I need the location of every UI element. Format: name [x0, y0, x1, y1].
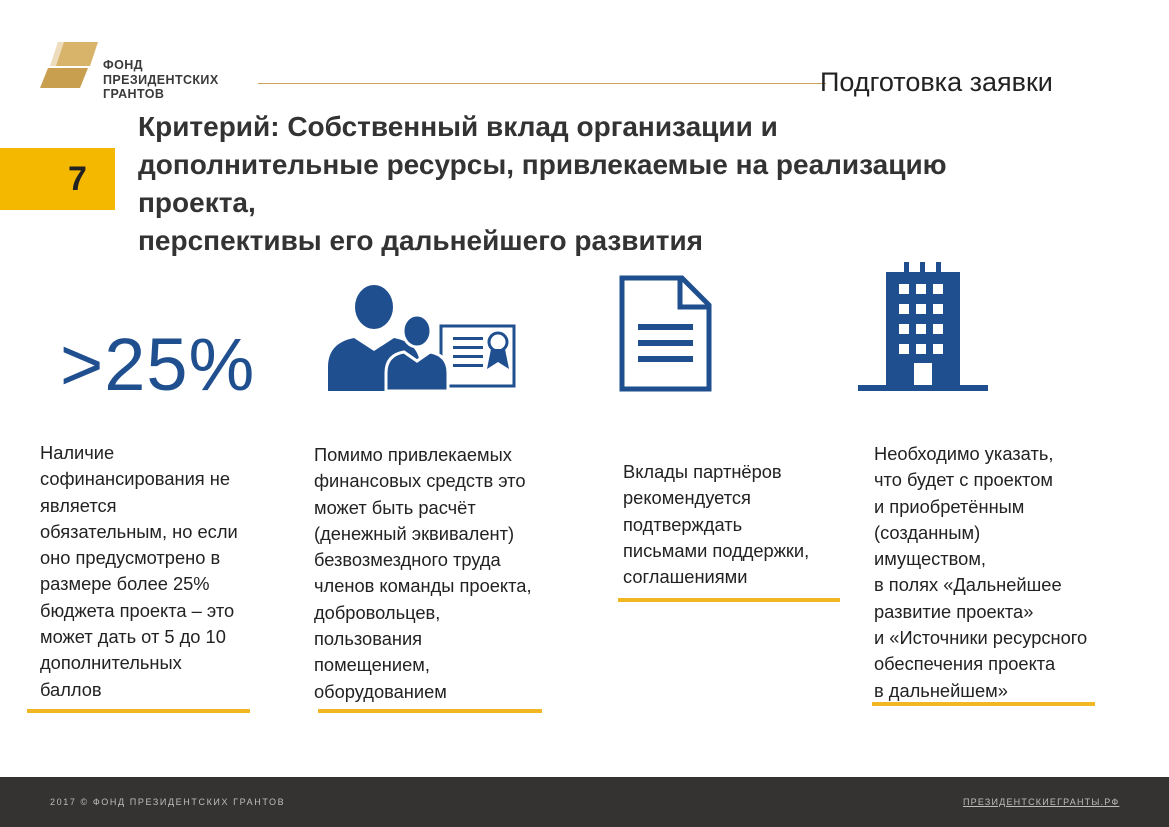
building-icon	[858, 262, 988, 391]
criterion-number: 7	[68, 160, 87, 198]
column-text-line: в дальнейшем»	[874, 679, 1008, 701]
column-text-line: баллов	[40, 678, 102, 700]
column-text-line: помещением,	[314, 654, 430, 676]
footer-site-link[interactable]: ПРЕЗИДЕНТСКИЕГРАНТЫ.РФ	[963, 797, 1120, 807]
column-text-line: финансовых средств это	[314, 470, 526, 492]
column-text-line: добровольцев,	[314, 601, 441, 623]
column-text-line: софинансирования не	[40, 468, 231, 490]
column-text-line: является	[40, 494, 117, 516]
column-text-line: письмами поддержки,	[623, 539, 810, 561]
column-text-line: развитие проекта»	[874, 600, 1034, 622]
column-text-line: оно предусмотрено в	[40, 547, 221, 569]
percent-highlight: >25%	[60, 323, 256, 406]
people-certificate-icon	[328, 285, 516, 391]
column-text-line: обеспечения проекта	[874, 653, 1056, 675]
logo-line-2: ПРЕЗИДЕНТСКИХ	[103, 72, 219, 87]
column-text-line: безвозмездного труда	[314, 549, 501, 571]
column-underline	[618, 598, 840, 602]
column-text-line: что будет с проектом	[874, 469, 1053, 491]
logo-line-3: ГРАНТОВ	[103, 87, 165, 101]
column-text-line: дополнительных	[40, 652, 182, 674]
column-text-line: пользования	[314, 628, 423, 650]
column-non-financial	[314, 442, 589, 705]
logo-text	[103, 58, 219, 102]
header-divider	[258, 83, 826, 84]
column-text-line: и приобретённым	[874, 495, 1025, 517]
criterion-number-badge	[0, 148, 115, 210]
criterion-line-1: Критерий: Собственный вклад организации и	[138, 111, 778, 142]
criterion-line-4: перспективы его дальнейшего развития	[138, 225, 703, 256]
column-partners	[623, 459, 858, 590]
column-underline	[872, 702, 1095, 706]
criterion-line-3: проекта,	[138, 187, 256, 218]
column-text-line: Наличие	[40, 442, 115, 463]
column-text-line: рекомендуется	[623, 487, 751, 509]
column-text-line: имуществом,	[874, 548, 986, 570]
column-text-line: в полях «Дальнейшее	[874, 574, 1062, 596]
column-underline	[27, 709, 250, 713]
column-development	[874, 441, 1159, 704]
column-text-line: обязательным, но если	[40, 520, 238, 542]
column-text-line: Помимо привлекаемых	[314, 444, 512, 465]
fund-logo-icon	[40, 40, 98, 90]
column-text-line: может быть расчёт	[314, 496, 476, 518]
column-text-line: подтверждать	[623, 513, 743, 535]
document-icon	[620, 276, 711, 391]
column-text-line: и «Источники ресурсного	[874, 627, 1088, 649]
column-text-line: (денежный эквивалент)	[314, 522, 515, 544]
criterion-title	[138, 108, 1138, 260]
criterion-line-2: дополнительные ресурсы, привлекаемые на реализацию	[138, 149, 947, 180]
column-text-line: членов команды проекта,	[314, 575, 532, 597]
column-text-line: Вклады партнёров	[623, 461, 782, 482]
column-text-line: размере более 25%	[40, 573, 210, 595]
footer-copyright: 2017 © ФОНД ПРЕЗИДЕНТСКИХ ГРАНТОВ	[50, 797, 286, 807]
section-title: Подготовка заявки	[820, 67, 1053, 97]
column-text-line: соглашениями	[623, 566, 748, 588]
column-text-line: Необходимо указать,	[874, 443, 1054, 464]
column-underline	[318, 709, 542, 713]
column-text-line: может дать от 5 до 10	[40, 626, 226, 648]
column-text-line: оборудованием	[314, 680, 447, 702]
column-text-line: (созданным)	[874, 521, 981, 543]
logo-line-1: ФОНД	[103, 58, 143, 72]
column-text-line: бюджета проекта – это	[40, 599, 235, 621]
column-cofinancing	[40, 440, 290, 703]
